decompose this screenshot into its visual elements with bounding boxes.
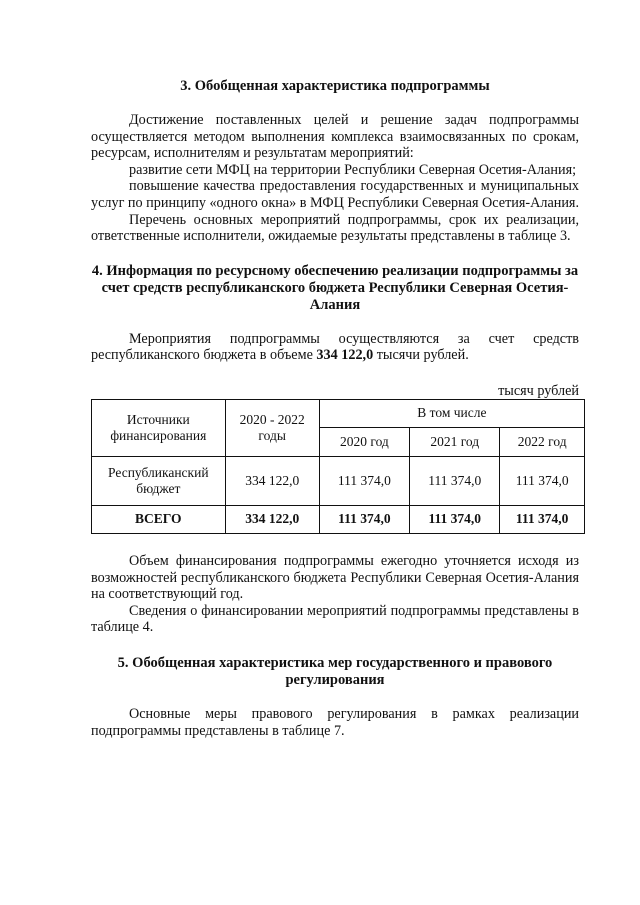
row-2021: 111 374,0 — [410, 456, 500, 505]
table-row — [92, 456, 585, 505]
section-4-heading: 4. Информация по ресурсному обеспечению реализации подпрограммы за счет средств республиканского бюджета Республики Северная Осетия-Алания — [91, 262, 579, 313]
total-2021: 111 374,0 — [410, 505, 500, 533]
header-source: Источники финансирования — [92, 399, 226, 456]
section-3-paragraph-4: Перечень основных мероприятий подпрограммы, срок их реализации, ответственные исполнители, ожидаемые результаты представлены в таблице 3. — [91, 211, 579, 245]
row-label: Республиканский бюджет — [92, 456, 226, 505]
funding-table — [91, 399, 585, 534]
funding-text-before: Мероприятия подпрограммы осуществляются за счет средств республиканского бюджета в объеме — [91, 330, 579, 364]
section-4-paragraph-2: Объем финансирования подпрограммы ежегодно уточняется исходя из возможностей республиканского бюджета Республики Северная Осетия-Алания на соответствующий год. — [91, 552, 579, 603]
header-period: 2020 - 2022 годы — [225, 399, 319, 456]
section-3-paragraph-2: развитие сети МФЦ на территории Республики Северная Осетия-Алания; — [129, 161, 577, 178]
section-3-paragraph-3: повышение качества предоставления государственных и муниципальных услуг по принципу «одного окна» в МФЦ Республики Северная Осетия-Алания. — [91, 178, 579, 211]
header-year-2021: 2021 год — [410, 427, 500, 456]
table-total-row — [92, 505, 585, 533]
header-including: В том числе — [319, 399, 584, 427]
total-sum: 334 122,0 — [225, 505, 319, 533]
total-2020: 111 374,0 — [319, 505, 409, 533]
row-2022: 111 374,0 — [500, 456, 585, 505]
header-year-2020: 2020 год — [319, 427, 409, 456]
document-content — [91, 78, 579, 739]
section-4-paragraph-1 — [91, 331, 579, 364]
section-4-paragraph-3: Сведения о финансировании мероприятий подпрограммы представлены в таблице 4. — [91, 602, 579, 636]
section-5-heading: 5. Обобщенная характеристика мер государственного и правового регулирования — [117, 654, 553, 688]
funding-amount: 334 122,0 — [316, 347, 374, 364]
funding-text-after: тысячи рублей. — [373, 347, 469, 364]
table-unit-label: тысяч рублей — [498, 382, 579, 399]
section-3-paragraph-1: Достижение поставленных целей и решение задач подпрограммы осуществляется методом выполнения комплекса взаимосвязанных по срокам, ресурсам, исполнителям и результатам мероприятий: — [91, 112, 579, 162]
total-label: ВСЕГО — [92, 505, 226, 533]
header-year-2022: 2022 год — [500, 427, 585, 456]
section-5-paragraph-1: Основные меры правового регулирования в рамках реализации подпрограммы представлены в таблице 7. — [91, 705, 579, 739]
total-2022: 111 374,0 — [500, 505, 585, 533]
row-total: 334 122,0 — [225, 456, 319, 505]
section-3-heading: 3. Обобщенная характеристика подпрограммы — [180, 78, 490, 94]
row-2020: 111 374,0 — [319, 456, 409, 505]
